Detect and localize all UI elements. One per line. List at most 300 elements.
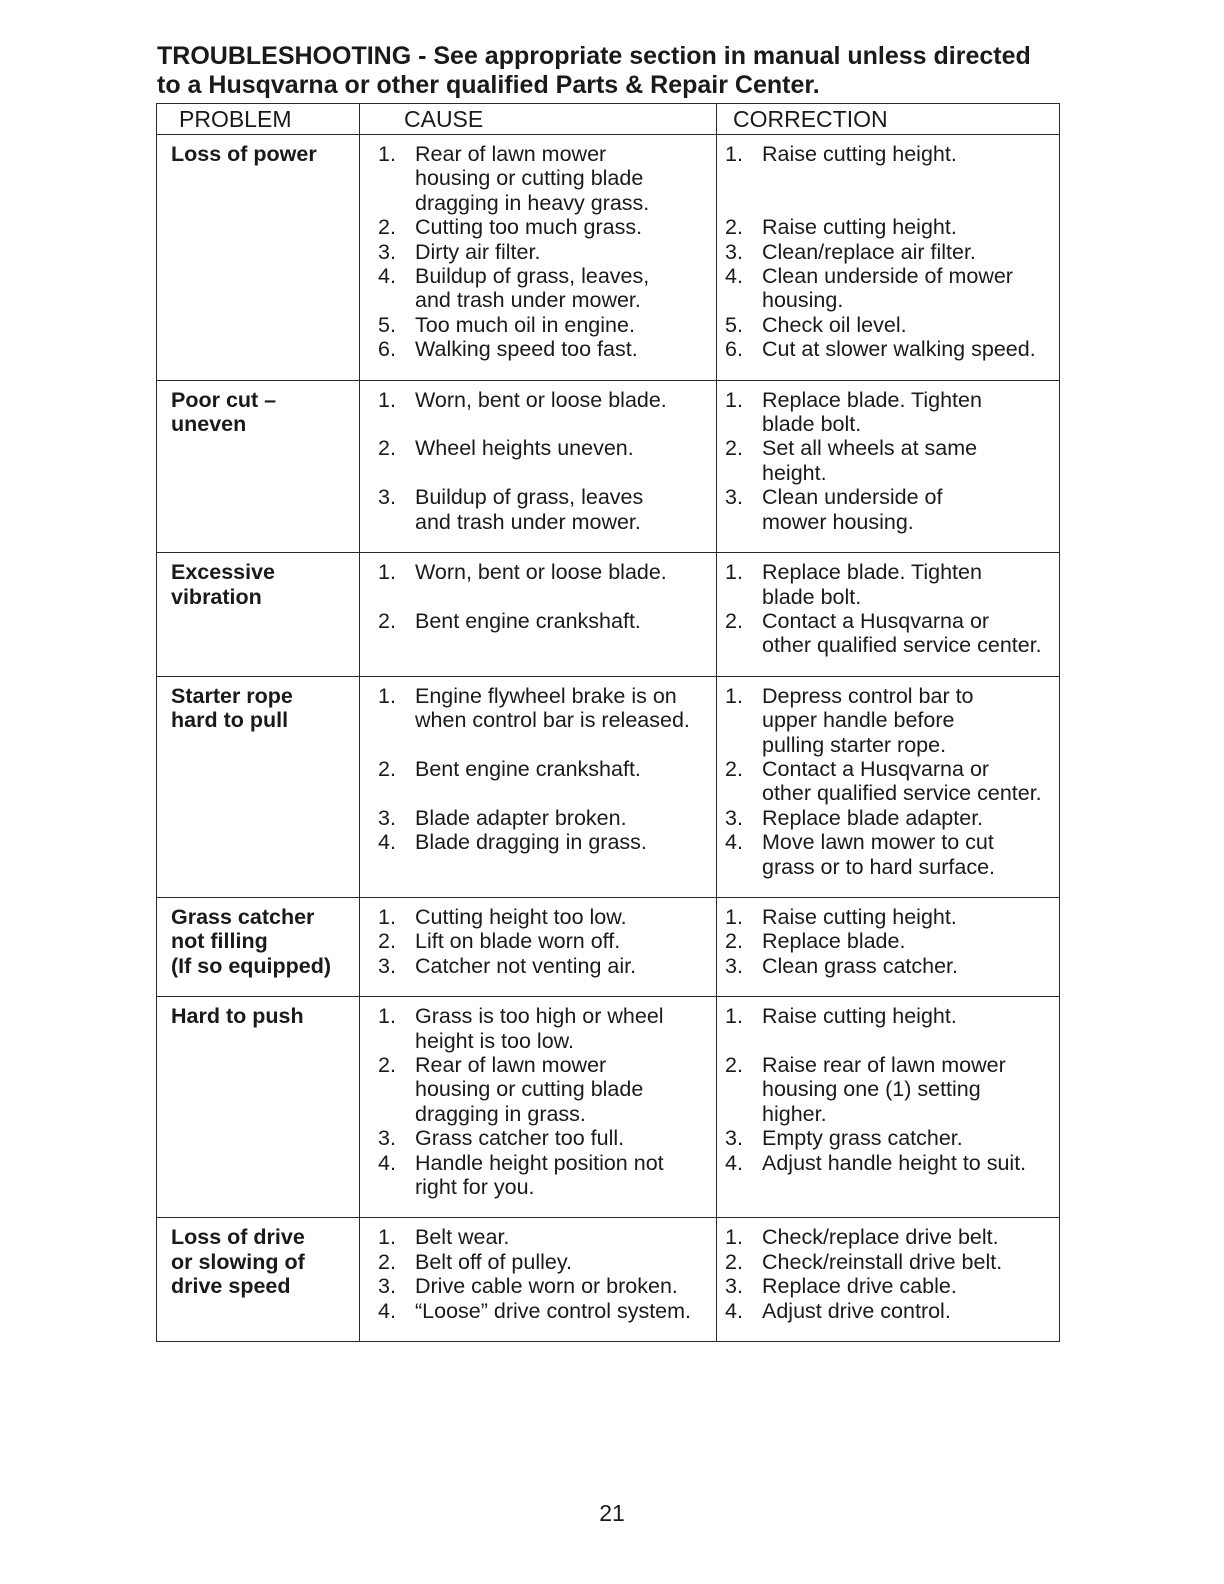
item-text <box>415 264 714 313</box>
page-number: 21 <box>599 1500 625 1526</box>
item-line: Clean underside of <box>762 485 943 510</box>
correction-cell <box>717 897 1060 996</box>
item-number: 2. <box>725 756 743 781</box>
item-number: 6. <box>378 337 396 362</box>
table-row <box>157 997 1060 1218</box>
problem-line: Excessive <box>171 560 276 585</box>
list-item <box>378 337 714 361</box>
item-number: 1. <box>378 904 396 929</box>
cause-list <box>378 560 714 633</box>
item-line <box>762 166 1059 190</box>
item-number: 2. <box>378 215 396 240</box>
item-line: pulling starter rope. <box>762 732 947 757</box>
item-line: housing or cutting blade <box>415 166 644 191</box>
cause-list <box>378 684 714 855</box>
list-item <box>725 1126 1059 1150</box>
list-item <box>725 1053 1059 1126</box>
list-item <box>378 954 714 978</box>
item-line: Belt wear. <box>415 1225 510 1250</box>
item-number: 1. <box>725 142 743 166</box>
cause-list <box>378 388 714 534</box>
title-line-1: TROUBLESHOOTING - See appropriate section in manual unless directed <box>157 42 1031 70</box>
list-item <box>378 240 714 264</box>
correction-cell <box>717 553 1060 677</box>
item-number: 1. <box>378 387 396 412</box>
item-number: 2. <box>378 1249 396 1274</box>
list-item <box>378 1274 714 1298</box>
header-problem: PROBLEM <box>157 104 360 135</box>
item-line: Belt off of pulley. <box>415 1249 572 1274</box>
item-line: Rear of lawn mower <box>415 142 607 166</box>
item-line: Lift on blade worn off. <box>415 929 621 954</box>
item-text <box>415 485 714 534</box>
problem-cell <box>157 380 360 552</box>
table-row <box>157 897 1060 996</box>
list-item <box>725 830 1059 879</box>
item-line: Dirty air filter. <box>415 239 541 264</box>
item-line <box>415 412 714 436</box>
list-item <box>378 485 714 534</box>
item-number: 3. <box>725 485 743 510</box>
item-text <box>415 929 714 953</box>
item-number: 1. <box>725 683 743 708</box>
item-text <box>762 684 1059 757</box>
item-text <box>762 388 1059 437</box>
item-line: and trash under mower. <box>415 288 641 313</box>
table-row <box>157 1218 1060 1342</box>
item-number: 1. <box>725 387 743 412</box>
list-item <box>378 1250 714 1274</box>
list-item <box>725 215 1059 239</box>
table-row <box>157 380 1060 552</box>
item-line <box>415 461 714 485</box>
list-item <box>378 1053 714 1126</box>
list-item <box>378 684 714 757</box>
list-item <box>378 1225 714 1249</box>
problem-cell <box>157 897 360 996</box>
list-item <box>725 313 1059 337</box>
list-item <box>725 436 1059 485</box>
item-text <box>762 1274 1059 1298</box>
problem-line: (If so equipped) <box>171 953 332 978</box>
item-text <box>415 436 714 485</box>
item-line: housing or cutting blade <box>415 1077 644 1102</box>
item-line <box>762 1029 1059 1053</box>
item-text <box>415 1250 714 1274</box>
correction-cell <box>717 1218 1060 1342</box>
page-title <box>157 42 1077 100</box>
problem-line: vibration <box>171 584 262 609</box>
item-number: 3. <box>378 1126 396 1151</box>
item-number: 5. <box>725 312 743 337</box>
list-item <box>725 1250 1059 1274</box>
cause-list <box>378 1004 714 1199</box>
item-line: other qualified service center. <box>762 633 1042 658</box>
item-text <box>762 560 1059 609</box>
item-line: Clean underside of mower <box>762 264 1013 289</box>
item-text <box>762 830 1059 879</box>
item-number: 1. <box>378 1004 396 1029</box>
correction-list <box>725 905 1059 978</box>
table-row <box>157 676 1060 897</box>
item-line: Cut at slower walking speed. <box>762 337 1036 362</box>
item-number: 6. <box>725 337 743 362</box>
problem-line: Loss of drive <box>171 1225 305 1250</box>
troubleshooting-table <box>156 103 1060 1342</box>
item-line: height is too low. <box>415 1028 574 1053</box>
cause-cell <box>360 1218 717 1342</box>
item-number: 3. <box>725 953 743 978</box>
item-number: 1. <box>725 1004 743 1029</box>
item-line: Set all wheels at same <box>762 436 978 461</box>
item-number: 1. <box>378 142 396 166</box>
list-item <box>378 1151 714 1200</box>
item-line: Depress control bar to <box>762 683 974 708</box>
problem-cell <box>157 997 360 1218</box>
item-text <box>762 1250 1059 1274</box>
item-line: Contact a Husqvarna or <box>762 756 990 781</box>
item-text <box>415 1053 714 1126</box>
correction-cell <box>717 676 1060 897</box>
item-line <box>415 781 714 805</box>
item-line: Too much oil in engine. <box>415 312 635 337</box>
item-line: Clean grass catcher. <box>762 953 958 978</box>
item-line: blade bolt. <box>762 412 862 437</box>
list-item <box>725 264 1059 313</box>
problem-line: Grass catcher <box>171 904 315 929</box>
cause-cell <box>360 553 717 677</box>
list-item <box>725 1225 1059 1249</box>
item-line: when control bar is released. <box>415 708 690 733</box>
list-item <box>378 436 714 485</box>
list-item <box>725 806 1059 830</box>
item-line: Adjust drive control. <box>762 1298 951 1323</box>
item-line: “Loose” drive control system. <box>415 1298 692 1323</box>
item-number: 3. <box>725 805 743 830</box>
problem-line: or slowing of <box>171 1249 305 1274</box>
item-text <box>762 929 1059 953</box>
item-line: Clean/replace air filter. <box>762 239 976 264</box>
item-text <box>762 485 1059 534</box>
item-text <box>762 1004 1059 1053</box>
item-text <box>762 436 1059 485</box>
item-number: 2. <box>725 436 743 461</box>
list-item <box>378 1126 714 1150</box>
item-line: Replace drive cable. <box>762 1274 957 1299</box>
item-number: 2. <box>378 608 396 633</box>
list-item <box>725 142 1059 215</box>
list-item <box>725 560 1059 609</box>
item-text <box>762 609 1059 658</box>
item-line: Adjust handle height to suit. <box>762 1150 1027 1175</box>
problem-cell <box>157 553 360 677</box>
item-line: grass or to hard surface. <box>762 854 996 879</box>
item-line: Empty grass catcher. <box>762 1126 963 1151</box>
list-item <box>725 337 1059 361</box>
item-line: Check oil level. <box>762 312 907 337</box>
item-number: 4. <box>378 1298 396 1323</box>
table-body <box>157 135 1060 1342</box>
list-item <box>378 1299 714 1323</box>
cause-cell <box>360 997 717 1218</box>
item-number: 3. <box>378 239 396 264</box>
cause-list <box>378 1225 714 1323</box>
problem-line: Hard to push <box>171 1004 304 1029</box>
list-item <box>378 757 714 806</box>
item-line: Walking speed too fast. <box>415 337 638 362</box>
item-line: Raise cutting height. <box>762 215 957 240</box>
list-item <box>378 264 714 313</box>
item-text <box>415 609 714 633</box>
item-number: 4. <box>725 1298 743 1323</box>
item-number: 3. <box>725 239 743 264</box>
item-number: 1. <box>378 1225 396 1250</box>
item-text <box>762 215 1059 239</box>
item-line: Cutting too much grass. <box>415 215 643 240</box>
list-item <box>378 830 714 854</box>
item-line: Engine flywheel brake is on <box>415 683 677 708</box>
item-line: height. <box>762 460 827 485</box>
item-text <box>415 1225 714 1249</box>
item-line: Replace blade. Tighten <box>762 387 982 412</box>
item-number: 4. <box>378 264 396 289</box>
item-text <box>762 1053 1059 1126</box>
item-number: 2. <box>725 608 743 633</box>
item-number: 4. <box>378 1150 396 1175</box>
item-number: 2. <box>725 1053 743 1077</box>
cause-cell <box>360 897 717 996</box>
item-line: Check/reinstall drive belt. <box>762 1249 1003 1274</box>
correction-cell <box>717 997 1060 1218</box>
item-number: 5. <box>378 312 396 337</box>
item-line: blade bolt. <box>762 584 862 609</box>
cause-cell <box>360 135 717 381</box>
list-item <box>378 929 714 953</box>
list-item <box>725 1299 1059 1323</box>
item-line: Drive cable worn or broken. <box>415 1274 678 1299</box>
item-line: Blade adapter broken. <box>415 805 627 830</box>
item-text <box>762 142 1059 215</box>
item-line: Buildup of grass, leaves <box>415 485 644 510</box>
correction-cell <box>717 380 1060 552</box>
item-line: Move lawn mower to cut <box>762 830 994 855</box>
item-line: housing. <box>762 288 844 313</box>
item-text <box>415 1299 714 1323</box>
item-line: Worn, bent or loose blade. <box>415 560 667 585</box>
item-text <box>762 905 1059 929</box>
problem-line: uneven <box>171 412 247 437</box>
item-text <box>762 264 1059 313</box>
item-line: and trash under mower. <box>415 509 641 534</box>
item-line: dragging in heavy grass. <box>415 190 650 215</box>
item-line <box>415 733 714 757</box>
item-number: 2. <box>725 1249 743 1274</box>
item-text <box>415 1274 714 1298</box>
item-text <box>762 313 1059 337</box>
item-text <box>415 1151 714 1200</box>
item-text <box>762 757 1059 806</box>
problem-line: Starter rope <box>171 683 293 708</box>
problem-line: not filling <box>171 929 268 954</box>
item-number: 2. <box>725 215 743 240</box>
item-text <box>415 757 714 806</box>
list-item <box>378 806 714 830</box>
item-text <box>762 1151 1059 1200</box>
list-item <box>725 388 1059 437</box>
item-line <box>762 191 1059 215</box>
cause-cell <box>360 380 717 552</box>
item-line: Replace blade adapter. <box>762 805 984 830</box>
item-text <box>415 1126 714 1150</box>
item-text <box>415 684 714 757</box>
item-text <box>762 1299 1059 1323</box>
cause-list <box>378 905 714 978</box>
correction-list <box>725 560 1059 658</box>
problem-cell <box>157 1218 360 1342</box>
item-line: Blade dragging in grass. <box>415 830 647 855</box>
item-line: housing one (1) setting <box>762 1077 981 1102</box>
item-line: Raise rear of lawn mower <box>762 1053 1006 1077</box>
item-number: 3. <box>378 1274 396 1299</box>
list-item <box>725 485 1059 534</box>
list-item <box>725 1004 1059 1053</box>
item-number: 2. <box>378 436 396 461</box>
item-text <box>415 806 714 830</box>
item-line: Grass is too high or wheel <box>415 1004 664 1029</box>
list-item <box>378 215 714 239</box>
list-item <box>725 1274 1059 1298</box>
item-line: Rear of lawn mower <box>415 1053 607 1077</box>
item-line: higher. <box>762 1101 827 1126</box>
item-number: 3. <box>725 1274 743 1299</box>
item-line: Replace blade. <box>762 929 906 954</box>
header-correction: CORRECTION <box>717 104 1060 135</box>
item-line: other qualified service center. <box>762 781 1042 806</box>
item-line <box>415 585 714 609</box>
item-line: dragging in grass. <box>415 1101 586 1126</box>
list-item <box>725 929 1059 953</box>
item-line: Bent engine crankshaft. <box>415 756 641 781</box>
list-item <box>725 240 1059 264</box>
table-header-row <box>157 104 1060 135</box>
item-text <box>762 240 1059 264</box>
item-line: upper handle before <box>762 708 955 733</box>
item-number: 4. <box>725 830 743 855</box>
item-text <box>762 1126 1059 1150</box>
list-item <box>378 609 714 633</box>
problem-line: drive speed <box>171 1274 291 1299</box>
correction-list <box>725 684 1059 879</box>
item-text <box>415 830 714 854</box>
item-line: Raise cutting height. <box>762 142 957 166</box>
list-item <box>378 388 714 437</box>
item-number: 2. <box>378 1053 396 1077</box>
item-number: 3. <box>378 805 396 830</box>
item-line: Handle height position not <box>415 1150 664 1175</box>
item-line: right for you. <box>415 1175 535 1200</box>
item-number: 3. <box>378 953 396 978</box>
item-line: Contact a Husqvarna or <box>762 608 990 633</box>
problem-line: hard to pull <box>171 708 289 733</box>
item-text <box>415 560 714 609</box>
table-row <box>157 553 1060 677</box>
list-item <box>725 1151 1059 1200</box>
item-line: Catcher not venting air. <box>415 953 637 978</box>
item-text <box>762 806 1059 830</box>
item-text <box>415 313 714 337</box>
title-line-2: to a Husqvarna or other qualified Parts & Repair Center. <box>157 71 820 99</box>
list-item <box>725 609 1059 658</box>
item-line: Cutting height too low. <box>415 904 627 929</box>
correction-list <box>725 388 1059 534</box>
cause-cell <box>360 676 717 897</box>
list-item <box>725 954 1059 978</box>
list-item <box>378 1004 714 1053</box>
item-line: Raise cutting height. <box>762 904 957 929</box>
item-text <box>415 954 714 978</box>
item-line: mower housing. <box>762 509 914 534</box>
list-item <box>378 560 714 609</box>
item-number: 1. <box>725 560 743 585</box>
item-text <box>415 240 714 264</box>
item-line <box>762 1175 1059 1199</box>
item-line: Buildup of grass, leaves, <box>415 264 650 289</box>
list-item <box>378 142 714 215</box>
item-text <box>415 337 714 361</box>
correction-list <box>725 1225 1059 1323</box>
item-text <box>762 954 1059 978</box>
item-number: 1. <box>725 1225 743 1250</box>
problem-cell <box>157 135 360 381</box>
item-text <box>415 142 714 215</box>
table-row <box>157 135 1060 381</box>
item-line: Wheel heights uneven. <box>415 436 634 461</box>
item-number: 3. <box>725 1126 743 1151</box>
list-item <box>378 905 714 929</box>
list-item <box>725 905 1059 929</box>
correction-cell <box>717 135 1060 381</box>
item-number: 2. <box>378 756 396 781</box>
item-text <box>415 388 714 437</box>
item-number: 3. <box>378 485 396 510</box>
problem-line: Poor cut – <box>171 387 277 412</box>
item-text <box>415 1004 714 1053</box>
item-text <box>762 337 1059 361</box>
item-line: Check/replace drive belt. <box>762 1225 999 1250</box>
cause-list <box>378 142 714 362</box>
list-item <box>378 313 714 337</box>
item-number: 4. <box>725 264 743 289</box>
item-line: Replace blade. Tighten <box>762 560 982 585</box>
problem-line: Loss of power <box>171 142 317 166</box>
item-line: Worn, bent or loose blade. <box>415 387 667 412</box>
header-cause: CAUSE <box>360 104 717 135</box>
item-number: 2. <box>725 929 743 954</box>
item-number: 1. <box>378 560 396 585</box>
correction-list <box>725 1004 1059 1199</box>
item-number: 4. <box>725 1150 743 1175</box>
item-text <box>415 215 714 239</box>
item-number: 4. <box>378 830 396 855</box>
list-item <box>725 684 1059 757</box>
item-number: 2. <box>378 929 396 954</box>
item-line: Bent engine crankshaft. <box>415 608 641 633</box>
item-number: 1. <box>378 683 396 708</box>
item-line: Grass catcher too full. <box>415 1126 625 1151</box>
item-text <box>415 905 714 929</box>
item-number: 1. <box>725 904 743 929</box>
list-item <box>725 757 1059 806</box>
